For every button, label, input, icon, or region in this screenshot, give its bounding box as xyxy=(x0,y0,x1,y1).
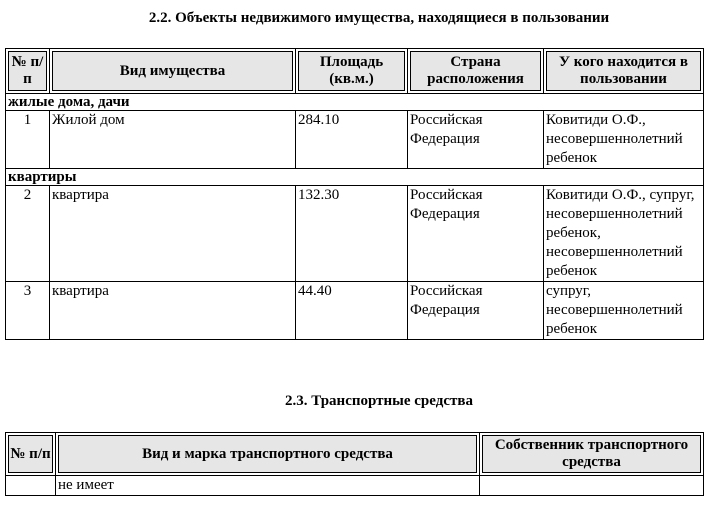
column-header-number: № п/п xyxy=(6,433,56,476)
property-type: Жилой дом xyxy=(50,111,296,169)
row-number: 1 xyxy=(6,111,50,169)
property-holder: Ковитиди О.Ф., несовершеннолетний ребенок xyxy=(544,111,704,169)
property-holder: Ковитиди О.Ф., супруг, несовершеннолетний ребенок, несовершеннолетний ребенок xyxy=(544,186,704,282)
column-header-owner: Собственник транспортного средства xyxy=(480,433,704,476)
property-country: Российская Федерация xyxy=(408,186,544,282)
column-header-area: Площадь (кв.м.) xyxy=(296,49,408,94)
transport-table xyxy=(5,432,704,496)
transport-heading: 2.3. Транспортные средства xyxy=(285,393,473,409)
section-title: квартиры xyxy=(6,169,704,186)
property-area: 284.10 xyxy=(296,111,408,169)
property-type: квартира xyxy=(50,186,296,282)
vehicle-type: не имеет xyxy=(56,476,480,496)
table-row xyxy=(6,186,704,282)
section-title: жилые дома, дачи xyxy=(6,94,704,111)
column-header-property-type: Вид имущества xyxy=(50,49,296,94)
row-number: 2 xyxy=(6,186,50,282)
realty-header-row xyxy=(6,49,704,94)
column-header-holder: У кого находится в пользовании xyxy=(544,49,704,94)
realty-heading: 2.2. Объекты недвижимого имущества, находящиеся в пользовании xyxy=(148,10,610,26)
property-type: квартира xyxy=(50,282,296,340)
table-row xyxy=(6,111,704,169)
property-area: 44.40 xyxy=(296,282,408,340)
property-country: Российская Федерация xyxy=(408,111,544,169)
section-row-apartments xyxy=(6,169,704,186)
property-holder: супруг, несовершеннолетний ребенок xyxy=(544,282,704,340)
column-header-country: Страна расположения xyxy=(408,49,544,94)
column-header-number: № п/п xyxy=(6,49,50,94)
section-row-houses xyxy=(6,94,704,111)
property-area: 132.30 xyxy=(296,186,408,282)
row-number xyxy=(6,476,56,496)
vehicle-owner xyxy=(480,476,704,496)
row-number: 3 xyxy=(6,282,50,340)
property-country: Российская Федерация xyxy=(408,282,544,340)
column-header-vehicle: Вид и марка транспортного средства xyxy=(56,433,480,476)
transport-header-row xyxy=(6,433,704,476)
table-row xyxy=(6,476,704,496)
table-row xyxy=(6,282,704,340)
realty-table xyxy=(5,48,704,340)
